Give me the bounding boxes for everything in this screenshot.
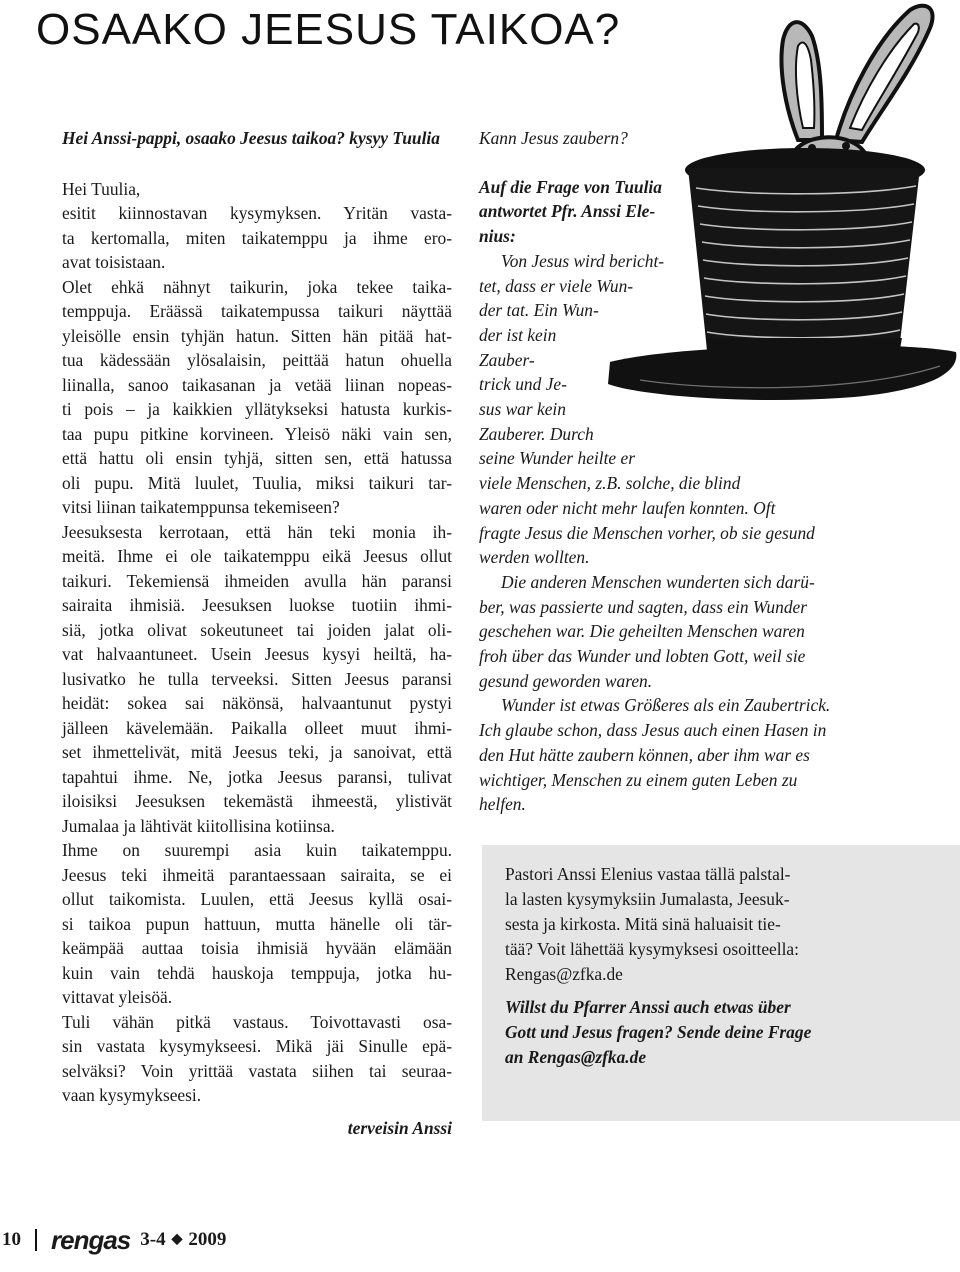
paragraph-5 (62, 1010, 452, 1108)
issue-year: 2009 (188, 1229, 227, 1250)
paragraph-line: jälleen kävelemään. Paikalla olleet muut ihmi- (62, 717, 452, 738)
paragraph-line: helfen. (479, 794, 526, 815)
paragraph-line: Jeesus teki ihmeitä parantaessaan sairaita, se ei (62, 864, 452, 885)
paragraph-line: sairaita ihmisiä. Jeesuksen luokse tuotiin ihmi- (62, 595, 452, 615)
paragraph-3 (62, 520, 452, 839)
info-german (505, 995, 875, 1070)
info-email[interactable]: Rengas@zfka.de (505, 964, 623, 984)
intro-line: antwortet Pfr. Anssi Ele- (479, 201, 656, 222)
paragraph-line: vat halvaantuneet. Usein Jeesus kysyi heiltä, ha- (62, 644, 452, 664)
paragraph-line: siä, jotka olivat sokeutuneet tai joiden jalat oli- (62, 619, 452, 640)
question-line: Hei Anssi-pappi, osaako Jeesus taikoa? (62, 128, 345, 148)
intro-line: nius: (479, 226, 516, 247)
german-column (479, 126, 909, 817)
paragraph-line: avat toisistaan. (62, 252, 166, 272)
paragraph-line: der ist kein (479, 324, 557, 345)
paragraph-line: ta kertomalla, miten taikatemppu ja ihme ero- (62, 227, 452, 248)
question-line: kysyy Tuulia (349, 128, 440, 148)
footer-divider (35, 1229, 37, 1251)
paragraph-line: den Hut hätte zaubern können, aber ihm war es (479, 744, 810, 765)
page-number: 10 (2, 1229, 21, 1250)
paragraph-line: werden wollten. (479, 547, 590, 568)
paragraph-line: liinalla, sanoo taikasanan ja vetää liinan nopeas- (62, 374, 452, 395)
info-line: Pastori Anssi Elenius vastaa tällä palstal- (505, 864, 791, 884)
paragraph-line: ti pois – ja kaikkien yllätykseksi hatusta kurkis- (62, 399, 452, 419)
paragraph-line: tapahtui ihme. Ne, jotka Jeesus paransi, tulivat (62, 766, 452, 787)
paragraph-line: Zauberer. Durch (479, 423, 594, 444)
paragraph-line: sin vastata kysymykseesi. Mikä jäi Sinulle epä- (62, 1036, 452, 1056)
paragraph-line: waren oder nicht mehr laufen konnten. Oft (479, 497, 776, 518)
german-paragraph-2 (479, 570, 909, 694)
paragraph-line: gesund geworden waren. (479, 670, 653, 691)
paragraph-line: taikuri. Tekemiensä ihmeiden avulla hän paransi (62, 570, 452, 591)
paragraph-line: vittavat yleisöä. (62, 987, 173, 1007)
paragraph-line: Von Jesus wird bericht- (501, 250, 665, 271)
intro-line: Auf die Frage von Tuulia (479, 176, 662, 197)
info-line: an Rengas@zfka.de (505, 1047, 647, 1067)
paragraph-line: keämpää auttaa toisia ihmisiä hyvään elämään (62, 938, 452, 958)
german-heading: Kann Jesus zaubern? (479, 128, 628, 148)
paragraph-line: Ihme on suurempi asia kuin taikatemppu. (62, 840, 452, 860)
info-line: Gott und Jesus fragen? Sende deine Frage (505, 1022, 812, 1042)
paragraph-line: si taikoa pupun hattuun, mutta hänelle oli tär- (62, 913, 452, 934)
paragraph-line: seine Wunder heilte er (479, 448, 635, 469)
paragraph-line: esitit kiinnostavan kysymyksen. Yritän vasta- (62, 203, 452, 223)
paragraph-line: ber, was passierte und sagten, dass ein Wunder (479, 596, 808, 617)
diamond-icon: ◆ (171, 1232, 183, 1247)
brand-logo: rengas (51, 1225, 131, 1255)
paragraph-line: tua kädessään ylösalaisin, peittää hatun ohuella (62, 350, 452, 370)
issue-number: 3-4 (140, 1229, 166, 1250)
info-line: la lasten kysymyksiin Jumalasta, Jeesuk- (505, 889, 790, 909)
paragraph-4 (62, 838, 452, 1010)
info-finnish (505, 862, 875, 987)
paragraph-line: Zauber- (479, 349, 535, 370)
info-line: tää? Voit lähettää kysymyksesi osoitteella: (505, 939, 799, 959)
paragraph-line: yleisölle ensin tyhjän hatun. Sitten hän pitää hat- (62, 325, 452, 346)
page-title: OSAAKO JEESUS TAIKOA? (36, 5, 621, 54)
german-paragraph-1 (479, 249, 909, 570)
paragraph-1 (62, 201, 452, 275)
paragraph-line: vaan kysymykseesi. (62, 1085, 202, 1105)
paragraph-line: set ihmettelivät, mitä Jeesus teki, ja sanoivat, että (62, 742, 452, 762)
paragraph-line: Olet ehkä nähnyt taikurin, joka tekee taika- (62, 276, 452, 297)
page-footer (0, 1225, 226, 1255)
german-paragraph-3 (479, 693, 909, 817)
question (62, 126, 452, 151)
paragraph-line: taa pupu pitkine korvineen. Yleisö näki vain sen, (62, 423, 452, 444)
paragraph-line: kuin vain tehdä hauskoja temppuja, jotka hu- (62, 962, 452, 983)
paragraph-line: tet, dass er viele Wun- (479, 275, 634, 296)
paragraph-line: selväksi? Voin yrittää vastata siihen tai seuraa- (62, 1060, 452, 1081)
paragraph-line: ollut taikomista. Luulen, että Jeesus kyllä osai- (62, 889, 452, 909)
paragraph-line: Wunder ist etwas Größeres als ein Zaubertrick. (501, 695, 831, 716)
paragraph-line: froh über das Wunder und lobten Gott, weil sie (479, 646, 806, 667)
paragraph-line: iloisiksi Jeesuksen tekemästä ihmeestä, ylistivät (62, 791, 452, 811)
paragraph-line: geschehen war. Die geheilten Menschen waren (479, 621, 805, 642)
paragraph-line: der tat. Ein Wun- (479, 300, 599, 321)
info-line: sesta ja kirkosta. Mitä sinä haluaisit tie- (505, 914, 781, 934)
paragraph-line: Tuli vähän pitkä vastaus. Toivottavasti osa- (62, 1011, 452, 1032)
finnish-column (62, 126, 452, 1140)
paragraph-line: Die anderen Menschen wunderten sich darü- (501, 571, 815, 592)
paragraph-line: sus war kein (479, 399, 566, 420)
paragraph-line: temppuja. Eräässä taikatempussa taikuri näyttää (62, 301, 452, 321)
paragraph-line: vitsi liinan taikatemppunsa tekemiseen? (62, 497, 340, 517)
paragraph-line: trick und Je- (479, 374, 567, 395)
info-box-text (505, 862, 875, 1070)
paragraph-line: wichtiger, Menschen zu einem guten Leben zu (479, 769, 798, 790)
german-intro (479, 175, 909, 249)
paragraph-line: lusivatko he tulla terveeksi. Sitten Jeesus paransi (62, 668, 452, 689)
paragraph-line: meitä. Ihme ei ole taikatemppu eikä Jeesus ollut (62, 546, 452, 566)
info-line: Willst du Pfarrer Anssi auch etwas über (505, 997, 791, 1017)
paragraph-line: fragte Jesus die Menschen vorher, ob sie gesund (479, 522, 815, 543)
paragraph-line: Ich glaube schon, dass Jesus auch einen Hasen in (479, 720, 827, 741)
paragraph-line: heidät: sokea sai näkönsä, halvaantunut pystyi (62, 693, 452, 713)
greeting: Hei Tuulia, (62, 178, 141, 199)
paragraph-line: Jeesuksesta kerrotaan, että hän teki monia ih- (62, 521, 452, 542)
paragraph-line: Jumalaa ja lähtivät kiitollisina kotiinsa. (62, 815, 335, 836)
paragraph-line: että hattu oli ensin tyhjä, sitten sen, että hatussa (62, 448, 452, 468)
paragraph-line: oli pupu. Mitä luulet, Tuulia, miksi taikuri tar- (62, 472, 452, 493)
paragraph-2 (62, 275, 452, 520)
signature: terveisin Anssi (347, 1117, 452, 1138)
paragraph-line: viele Menschen, z.B. solche, die blind (479, 473, 741, 494)
